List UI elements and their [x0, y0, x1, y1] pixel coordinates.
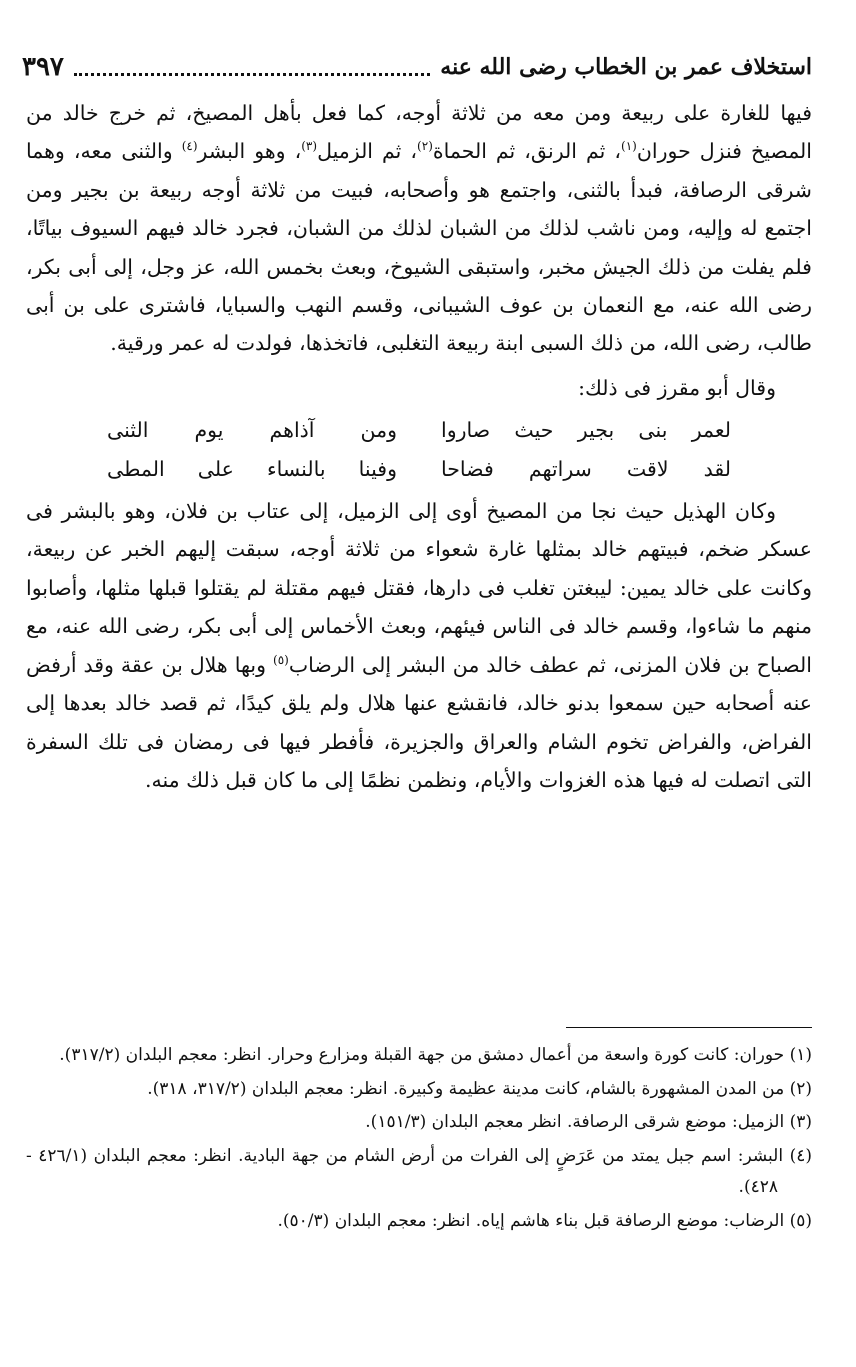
footnote-ref-1: (١) — [621, 139, 637, 154]
verse-second-hemistich: وفينا بالنساء على المطى — [107, 456, 397, 481]
main-text — [26, 94, 812, 799]
footnote-3: (٣) الزميل: موضع شرقى الرصافة. انظر معجم البلدان (١٥١/٣). — [365, 1112, 812, 1132]
text-segment: فيها للغارة على ربيعة ومن معه من ثلاثة أوجه، كما فعل بأهل المصيخ، ثم خرج خالد من المصيخ فنزل حوران — [26, 101, 812, 164]
chapter-title: استخلاف عمر بن الخطاب رضى الله عنه — [440, 54, 812, 80]
verse-line-2 — [26, 450, 812, 488]
footnote-5: (٥) الرضاب: موضع الرصافة قبل بناء هاشم إياه. انظر: معجم البلدان (٥٠/٣). — [277, 1210, 812, 1231]
paragraph-1 — [26, 94, 812, 363]
text-segment: ، ثم الزميل — [317, 139, 418, 164]
paragraph-3 — [26, 492, 812, 799]
verse-second-hemistich: ومن آذاهم يوم الثنى — [107, 418, 397, 443]
text-segment: وكان الهذيل حيث نجا من المصيخ أوى إلى الزميل، إلى عتاب بن فلان، وهو بالبشر فى عسكر ضخم، فبيتهم خالد بمثلها غارة شعواء من ثلاثة أوجه، سبقت إليهم الخبر عن ربيعة، وكانت على خالد يمين: ليبغتن تغلب فى دارها، فقتل فيهم مقتلة لم يقتلوا قبلها مثلها، وأصابوا منهم ما شاءوا، وقسم خالد فى الناس فيئهم، وبعث الأخماس إلى أبى بكر، رضى الله عنه، مع الصباح بن فلان المزنى، ثم عطف خالد من البشر إلى الرضاب — [26, 499, 813, 677]
text-segment: ، وهو البشر — [197, 139, 302, 164]
footnote-ref-3: (٣) — [301, 139, 318, 154]
verse-line-1 — [26, 411, 812, 449]
text-segment: والثنى معه، وهما شرقى الرصافة، فبدأ بالثنى، واجتمع هو وأصحابه، فبيت من ثلاثة أوجه ربيعة بن بجير ومن اجتمع له وإليه، ومن ناشب لذلك من الشبان لذلك من الشبان، فجرد خالد فيهم السيوف بياتًا، فلم يفلت من ذلك الجيش مخبر، واستبقى الشيوخ، وبعث بخمس الله، عز وجل، إلى أبى بكر، رضى الله عنه، مع النعمان بن عوف الشيبانى، وقسم النهب والسبايا، فاشترى على بن أبى طالب، رضى الله، من ذلك السبى ابنة ربيعة التغلبى، فاتخذها، فولدت له عمر ورقية. — [26, 139, 812, 356]
footnote-1: (١) حوران: كانت كورة واسعة من أعمال دمشق من جهة القبلة ومزارع وحرار. انظر: معجم البلدان (٣١٧/٢). — [59, 1045, 812, 1065]
text-segment: وبها هلال بن عقة وقد أرفض عنه أصحابه حين سمعوا بدنو خالد، فانقشع عنها هلال ولم يلق كيدًا، ثم قصد خالد بعدها إلى الفراض، والفراض تخوم الشام والعراق والجزيرة، فأفطر فيها فى رمضان فى تلك السفرة التى اتصلت له فيها هذه الغزوات والأيام، ونظمن نظمًا إلى ما كان قبل ذلك منه. — [26, 652, 812, 792]
paragraph-2: وقال أبو مقرز فى ذلك: — [578, 375, 776, 400]
footnote-4: (٤) البشر: اسم جبل يمتد من عَرَضٍ إلى الفرات من أرض الشام من جهة البادية. انظر: معجم البلدان (٤٢٦/١ - ٤٢٨). — [26, 1145, 812, 1197]
page-number: ٣٩٧ — [22, 52, 64, 82]
footnote-ref-5: (٥) — [273, 652, 289, 667]
text-segment: ، ثم الرنق، ثم الحماة — [432, 139, 621, 164]
header-dot-leader — [74, 59, 430, 76]
footnote-ref-4: (٤) — [181, 139, 198, 154]
poem-verses — [26, 411, 812, 488]
running-header — [22, 44, 812, 90]
footnote-ref-2: (٢) — [417, 139, 433, 154]
verse-first-hemistich: لقد لاقت سراتهم فضاحا — [441, 456, 731, 481]
footnote-2: (٢) من المدن المشهورة بالشام، كانت مدينة عظيمة وكبيرة. انظر: معجم البلدان (٣١٧/٢، ٣١٨). — [147, 1078, 812, 1099]
footnote-separator — [566, 1027, 812, 1028]
footnotes — [26, 1040, 812, 1239]
verse-first-hemistich: لعمر بنى بجير حيث صاروا — [441, 418, 731, 443]
